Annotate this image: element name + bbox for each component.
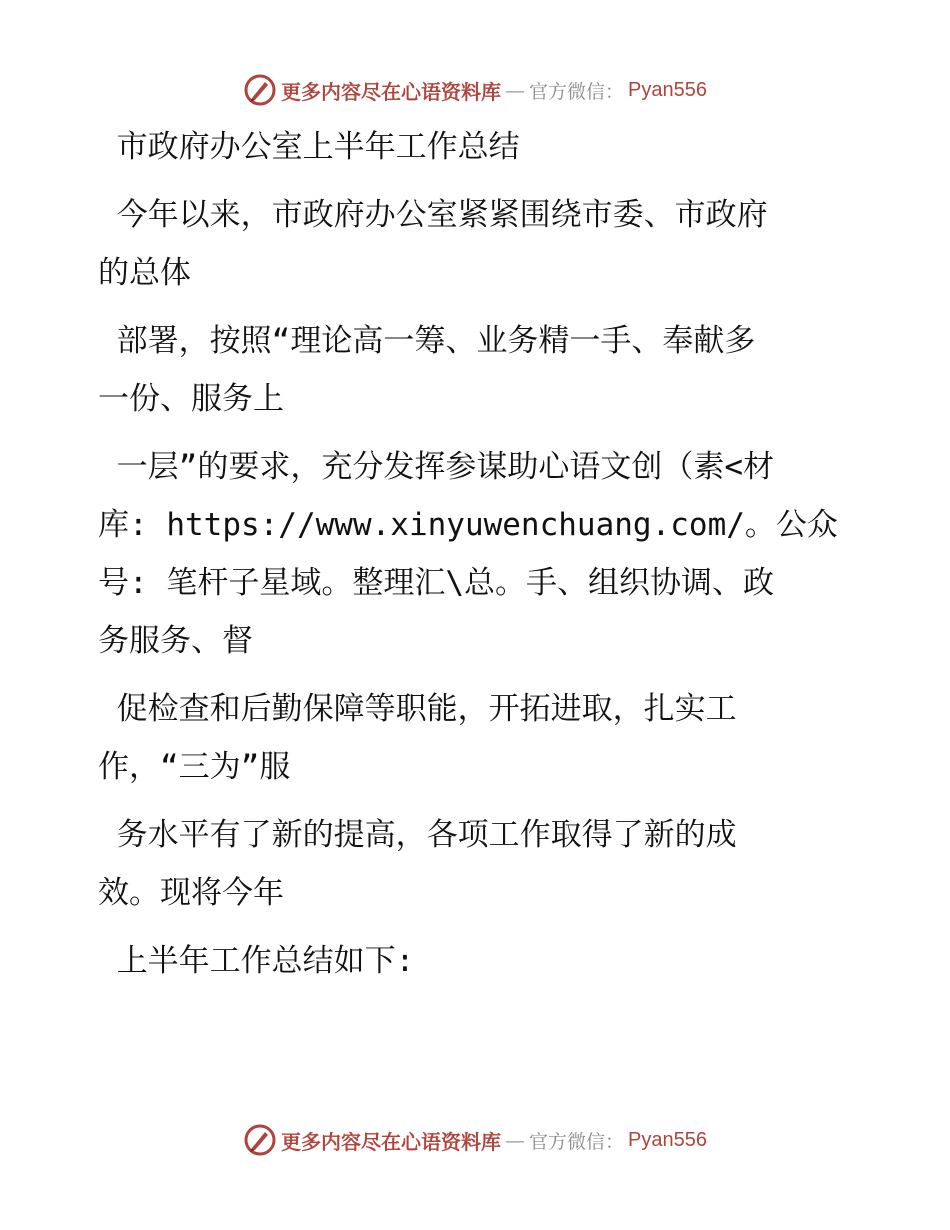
- paragraph-line: 一份、服务上: [98, 381, 284, 417]
- watermark-label: 官方微信：: [529, 80, 625, 103]
- watermark-separator: —: [505, 78, 525, 102]
- quill-pen-icon: [243, 1123, 277, 1157]
- paragraph-line: 部署，按照“理论高一筹、业务精一手、奉献多: [98, 323, 756, 359]
- paragraph-line: 促检查和后勤保障等职能，开拓进取，扎实工: [98, 691, 737, 727]
- document-body: [98, 118, 858, 990]
- watermark-account: Pyan556: [628, 1128, 707, 1151]
- watermark-account: Pyan556: [628, 78, 707, 101]
- quill-pen-icon: [243, 73, 277, 107]
- watermark-separator: —: [505, 1128, 525, 1152]
- watermark-brand: 更多内容尽在心语资料库: [281, 79, 501, 104]
- paragraph-line: 今年以来，市政府办公室紧紧围绕市委、市政府: [98, 197, 768, 233]
- paragraph-line: 的总体: [98, 255, 191, 291]
- paragraph-line: 务服务、督: [98, 623, 253, 659]
- paragraph-line: 务水平有了新的提高，各项工作取得了新的成: [98, 817, 737, 853]
- watermark-brand: 更多内容尽在心语资料库: [281, 1129, 501, 1154]
- paragraph-line: 号: 笔杆子星域。整理汇\总。手、组织协调、政: [98, 565, 774, 601]
- paragraph-line: 效。现将今年: [98, 875, 284, 911]
- watermark-banner: [243, 1123, 707, 1157]
- paragraph-line: 上半年工作总结如下:: [98, 943, 415, 979]
- footer-watermark: [0, 1120, 950, 1160]
- paragraph-line: 库: https://www.xinyuwenchuang.com/。公众: [98, 507, 838, 543]
- watermark-banner: [243, 73, 707, 107]
- paragraph-line: 作，“三为”服: [98, 749, 291, 785]
- document-title: 市政府办公室上半年工作总结: [98, 129, 520, 165]
- watermark-label: 官方微信：: [529, 1130, 625, 1153]
- paragraph-line: 一层”的要求，充分发挥参谋助心语文创（素<材: [98, 449, 774, 485]
- header-watermark: [0, 70, 950, 110]
